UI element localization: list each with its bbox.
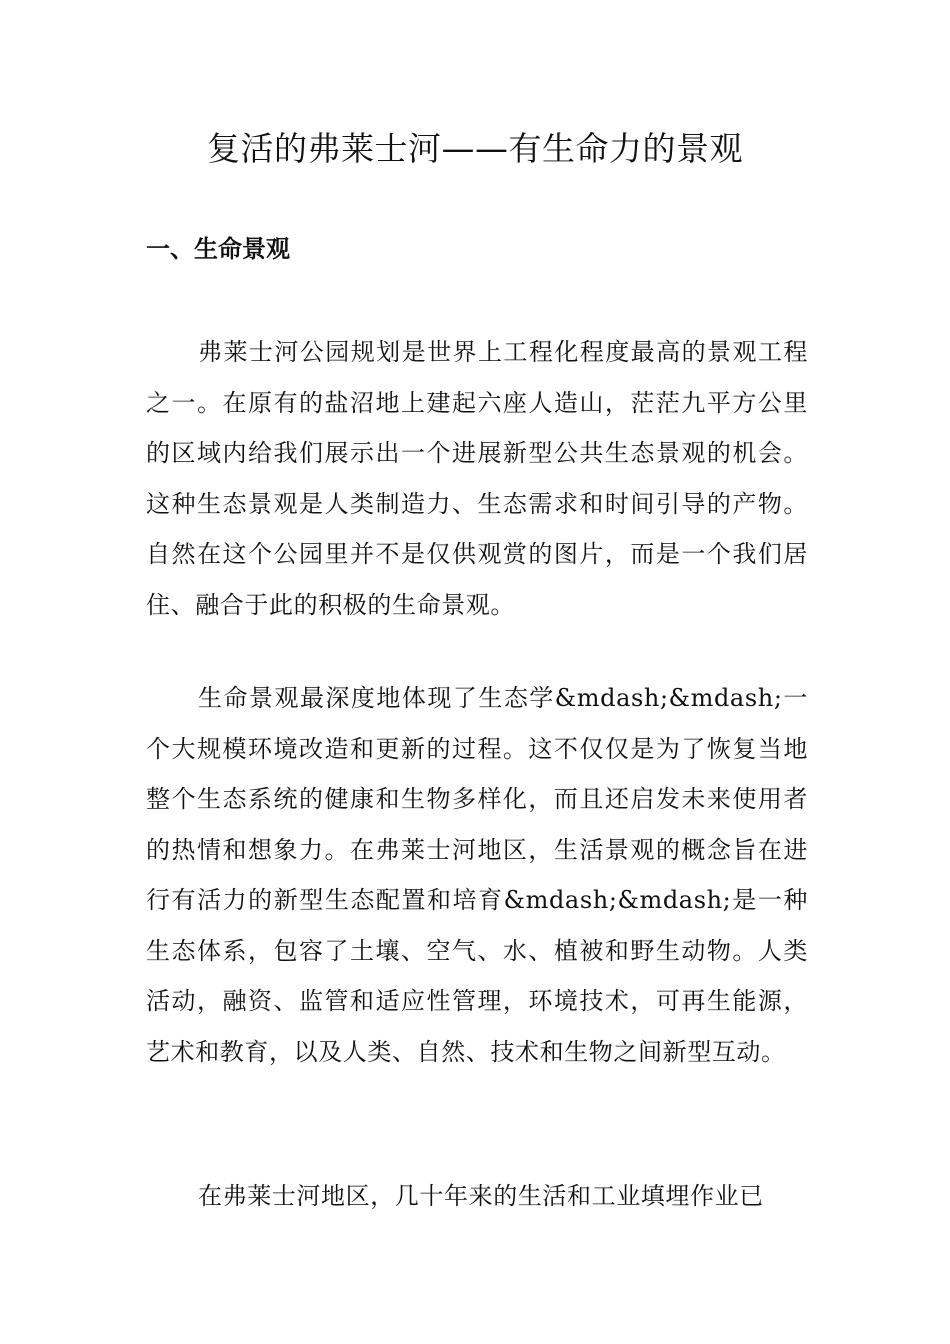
paragraph-2: 生命景观最深度地体现了生态学&mdash;&mdash;一个大规模环境改造和更新的过程。这不仅仅是为了恢复当地整个生态系统的健康和生物多样化，而且还启发未来使用者的热情和想象力。在弗莱士河地区，生活景观的概念旨在进行有活力的新型生态配置和培育&mdash;&mdash;是一种生态体系，包容了土壤、空气、水、植被和野生动物。人类活动，融资、监管和适应性管理，环境技术，可再生能源，艺术和教育，以及人类、自然、技术和生物之间新型互动。 <box>146 684 808 1066</box>
document-title: 复活的弗莱士河——有生命力的景观 <box>207 129 743 168</box>
paragraph-1: 弗莱士河公园规划是世界上工程化程度最高的景观工程之一。在原有的盐沼地上建起六座人造山，茫茫九平方公里的区域内给我们展示出一个进展新型公共生态景观的机会。这种生态景观是人类制造力、生态需求和时间引导的产物。自然在这个公园里并不是仅供观赏的图片，而是一个我们居住、融合于此的积极的生命景观。 <box>146 338 808 619</box>
paragraph-3: 在弗莱士河地区，几十年来的生活和工业填埋作业已 <box>198 1182 764 1210</box>
section-heading: 一、生命景观 <box>146 234 290 263</box>
